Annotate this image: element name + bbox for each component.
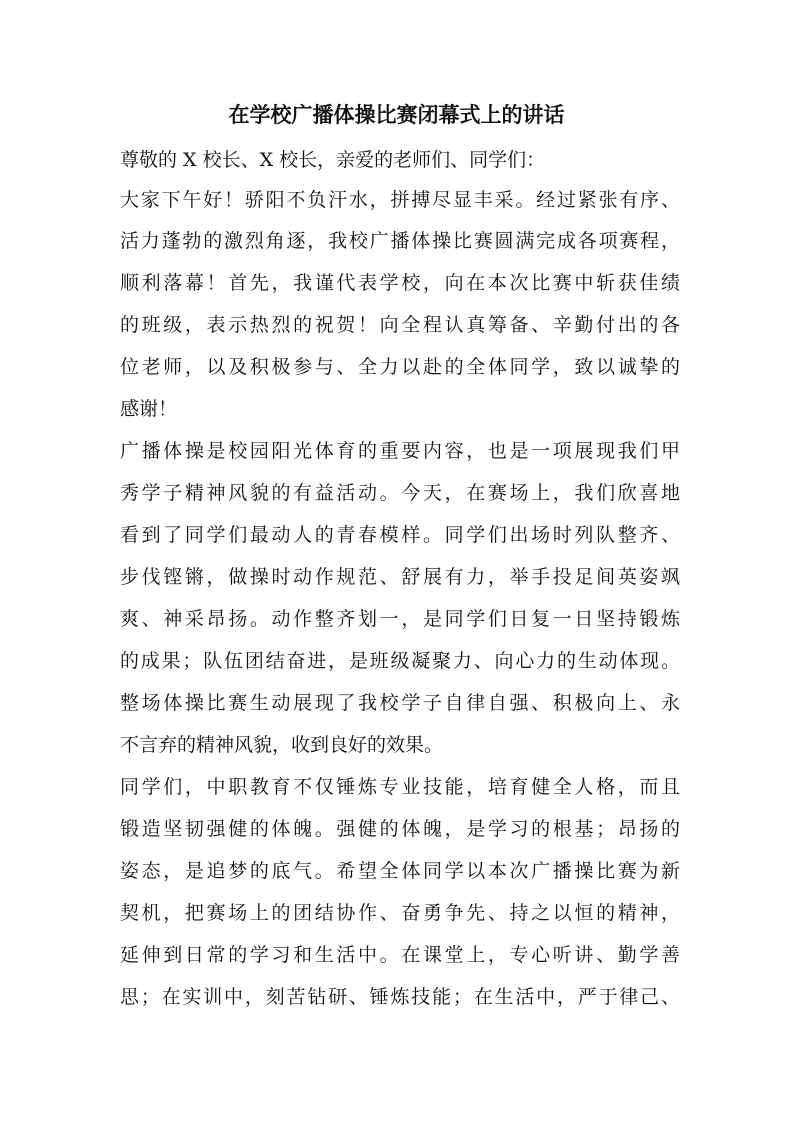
text-line: 位老师，以及积极参与、全力以赴的全体同学，致以诚挚的 <box>120 356 680 378</box>
text-line: 整场体操比赛生动展现了我校学子自律自强、积极向上、永 <box>120 692 680 714</box>
text-line: 姿态，是追梦的底气。希望全体同学以本次广播操比赛为新 <box>120 860 680 882</box>
text-line: 广播体操是校园阳光体育的重要内容，也是一项展现我们甲 <box>120 440 680 462</box>
text-line: 的班级，表示热烈的祝贺！向全程认真筹备、辛勤付出的各 <box>120 314 680 336</box>
text-line: 顺利落幕！首先，我谨代表学校，向在本次比赛中斩获佳绩 <box>120 272 680 294</box>
salutation-line: 尊敬的 X 校长、X 校长，亲爱的老师们、同学们： <box>120 149 546 171</box>
document-title: 在学校广播体操比赛闭幕式上的讲话 <box>228 102 565 127</box>
text-line: 步伐铿锵，做操时动作规范、舒展有力，举手投足间英姿飒 <box>120 566 680 588</box>
text-line: 感谢！ <box>120 398 178 420</box>
text-line: 思；在实训中，刻苦钻研、锤炼技能；在生活中，严于律己、 <box>120 986 680 1008</box>
text-line: 延伸到日常的学习和生活中。在课堂上，专心听讲、勤学善 <box>120 944 680 966</box>
text-line: 同学们，中职教育不仅锤炼专业技能，培育健全人格，而且 <box>120 776 680 798</box>
text-line: 爽、神采昂扬。动作整齐划一，是同学们日复一日坚持锻炼 <box>120 608 680 630</box>
text-line: 活力蓬勃的激烈角逐，我校广播体操比赛圆满完成各项赛程， <box>120 230 680 252</box>
text-line: 秀学子精神风貌的有益活动。今天，在赛场上，我们欣喜地 <box>120 482 680 504</box>
text-line: 看到了同学们最动人的青春模样。同学们出场时列队整齐、 <box>120 524 680 546</box>
text-line: 不言弃的精神风貌，收到良好的效果。 <box>120 734 444 756</box>
text-line: 的成果；队伍团结奋进，是班级凝聚力、向心力的生动体现。 <box>120 650 680 672</box>
text-line: 锻造坚韧强健的体魄。强健的体魄，是学习的根基；昂扬的 <box>120 818 680 840</box>
text-line: 契机，把赛场上的团结协作、奋勇争先、持之以恒的精神， <box>120 902 680 924</box>
text-line: 大家下午好！骄阳不负汗水，拼搏尽显丰采。经过紧张有序、 <box>120 189 680 211</box>
